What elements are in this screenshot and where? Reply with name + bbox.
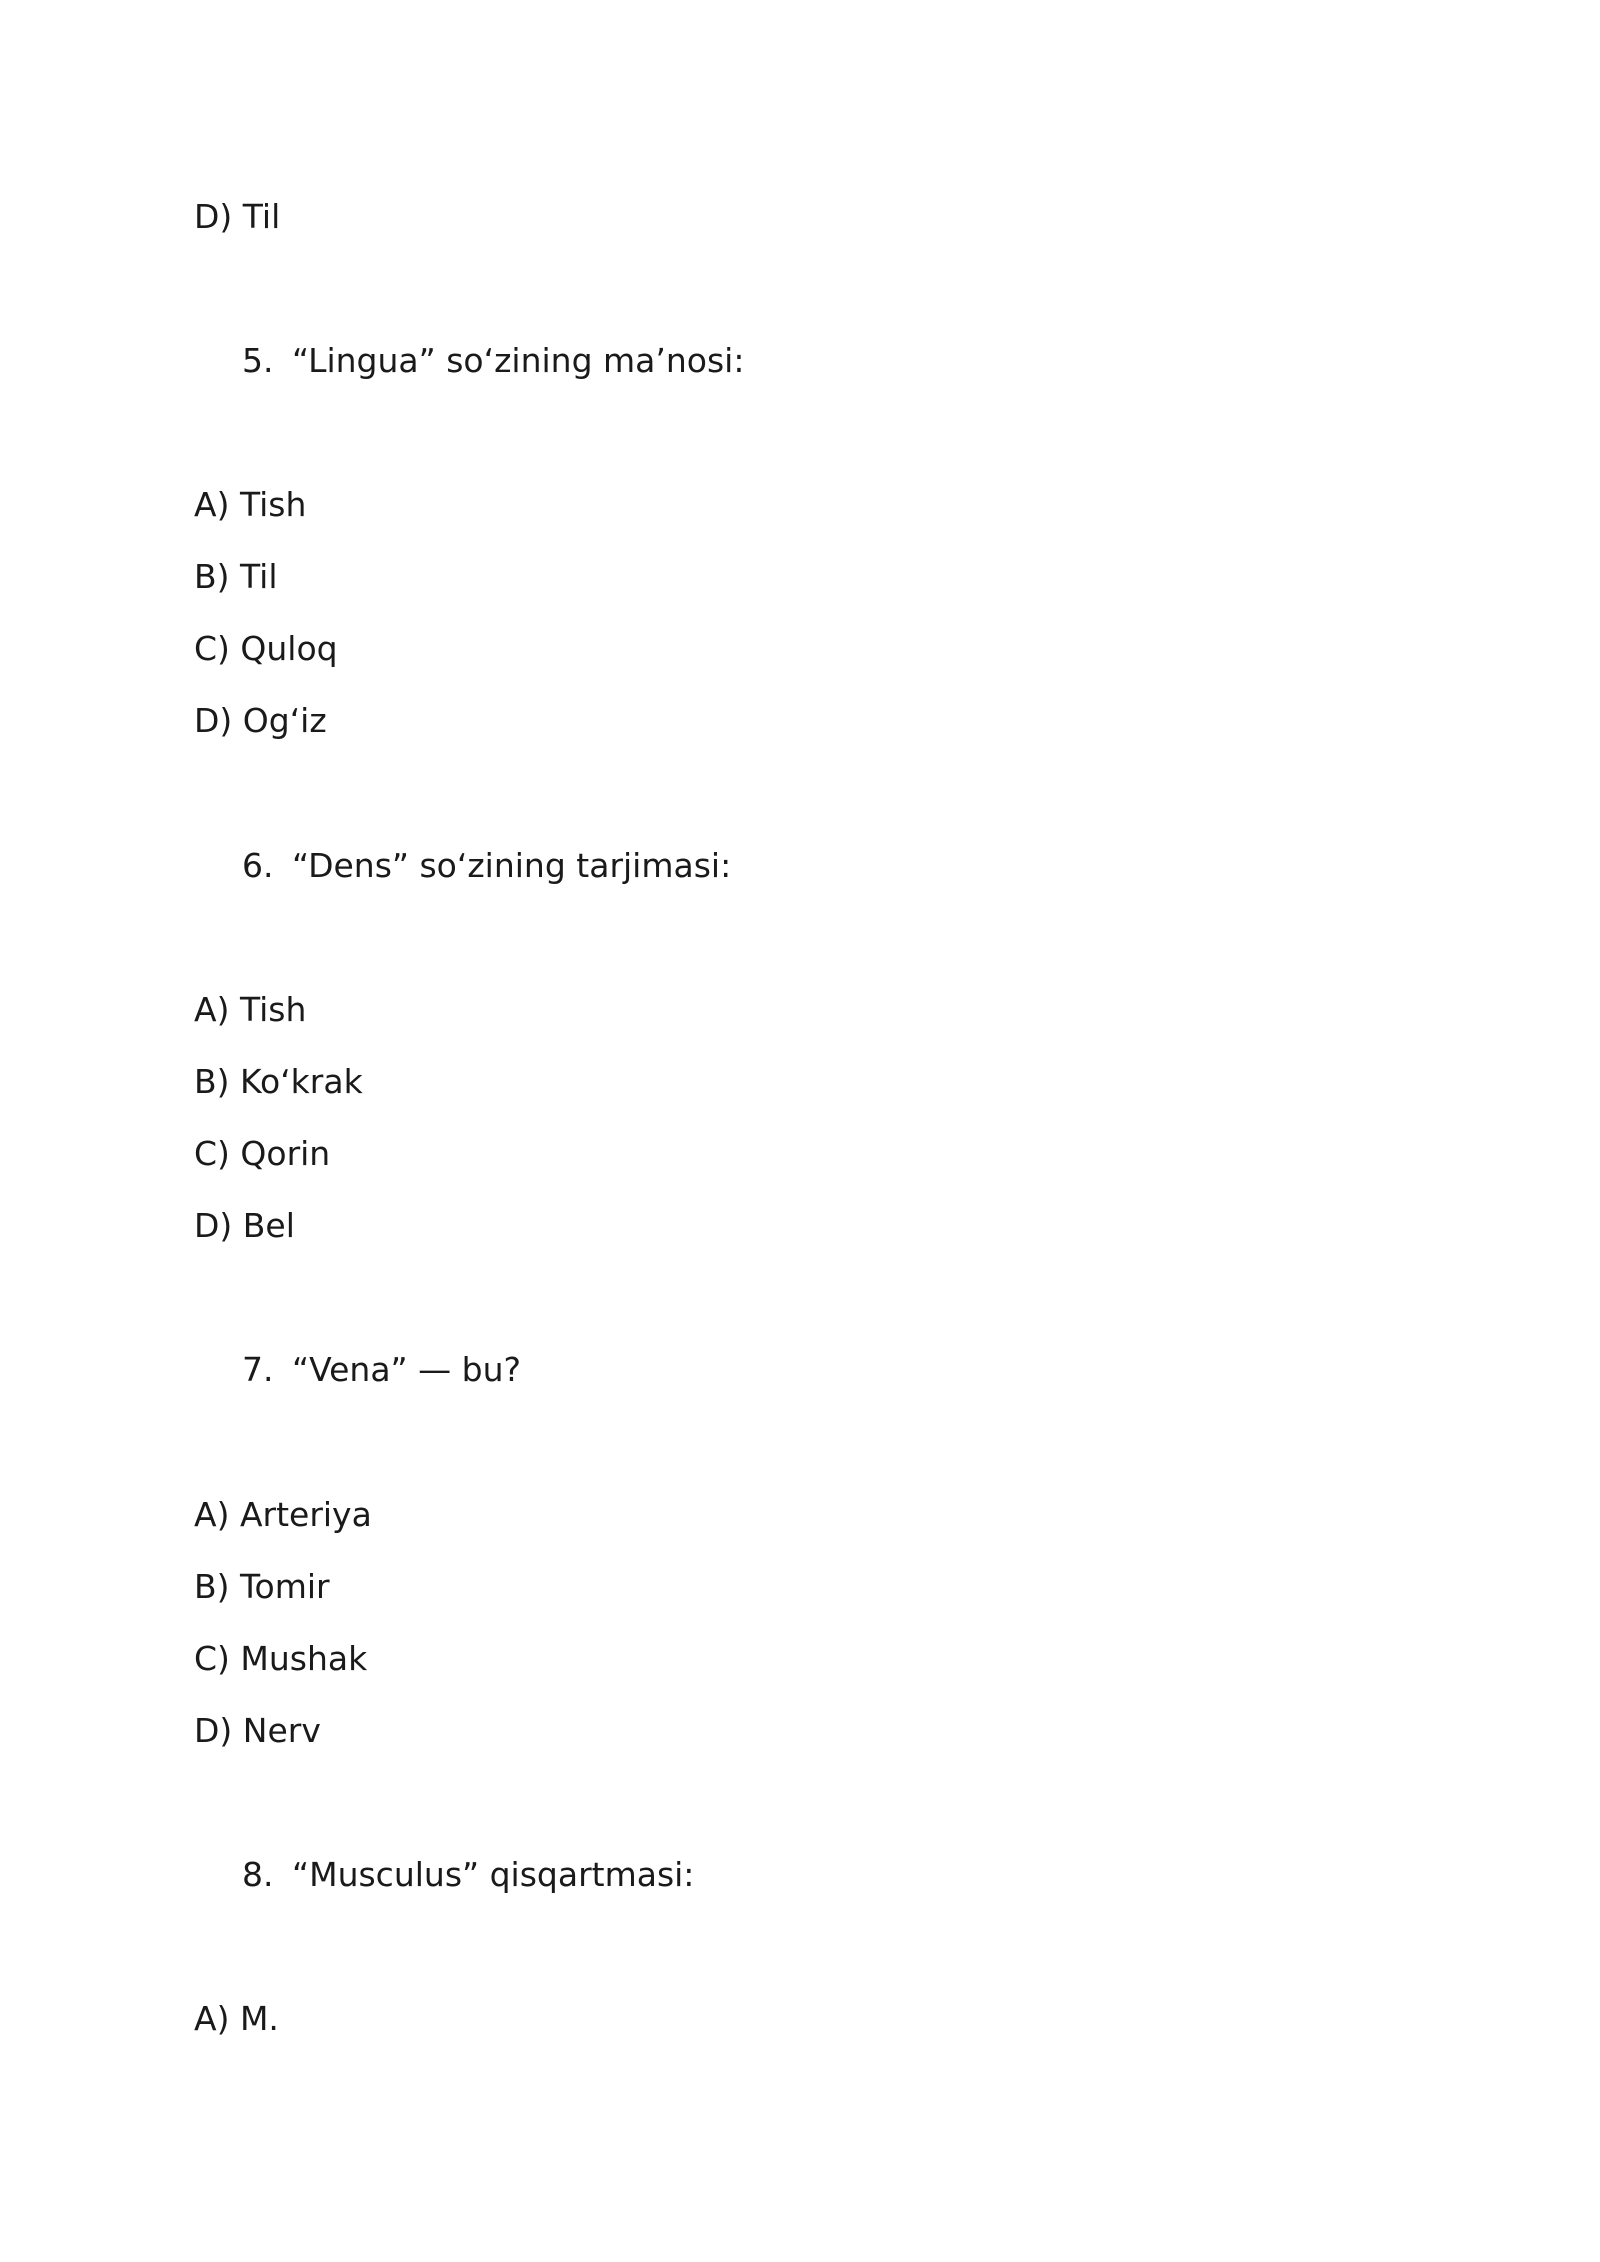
option-c-quloq: C) Quloq — [194, 629, 338, 668]
option-d-til: D) Til — [194, 197, 281, 236]
option-d-nerv: D) Nerv — [194, 1711, 321, 1750]
option-c-qorin: C) Qorin — [194, 1134, 331, 1173]
option-c-mushak: C) Mushak — [194, 1639, 368, 1678]
question-text: “Musculus” qisqartmasi: — [292, 1855, 695, 1894]
option-a-tish: A) Tish — [194, 990, 307, 1029]
question-text: “Dens” so‘zining tarjimasi: — [292, 846, 732, 885]
option-b-kokrak: B) Ko‘krak — [194, 1062, 363, 1101]
question-7 — [242, 1350, 521, 1390]
option-b-tomir: B) Tomir — [194, 1567, 330, 1606]
option-a-arteriya: A) Arteriya — [194, 1495, 372, 1534]
option-a-m: A) M. — [194, 1999, 279, 2038]
question-6 — [242, 846, 731, 886]
option-d-ogiz: D) Og‘iz — [194, 701, 327, 740]
question-text: “Lingua” so‘zining ma’nosi: — [292, 341, 745, 380]
option-b-til: B) Til — [194, 557, 278, 596]
option-a-tish: A) Tish — [194, 485, 307, 524]
option-d-bel: D) Bel — [194, 1206, 295, 1245]
question-number: 7. — [242, 1350, 274, 1389]
question-number: 8. — [242, 1855, 274, 1894]
question-number: 5. — [242, 341, 274, 380]
question-8 — [242, 1855, 694, 1895]
question-text: “Vena” — bu? — [292, 1350, 522, 1389]
question-number: 6. — [242, 846, 274, 885]
question-5 — [242, 341, 744, 381]
